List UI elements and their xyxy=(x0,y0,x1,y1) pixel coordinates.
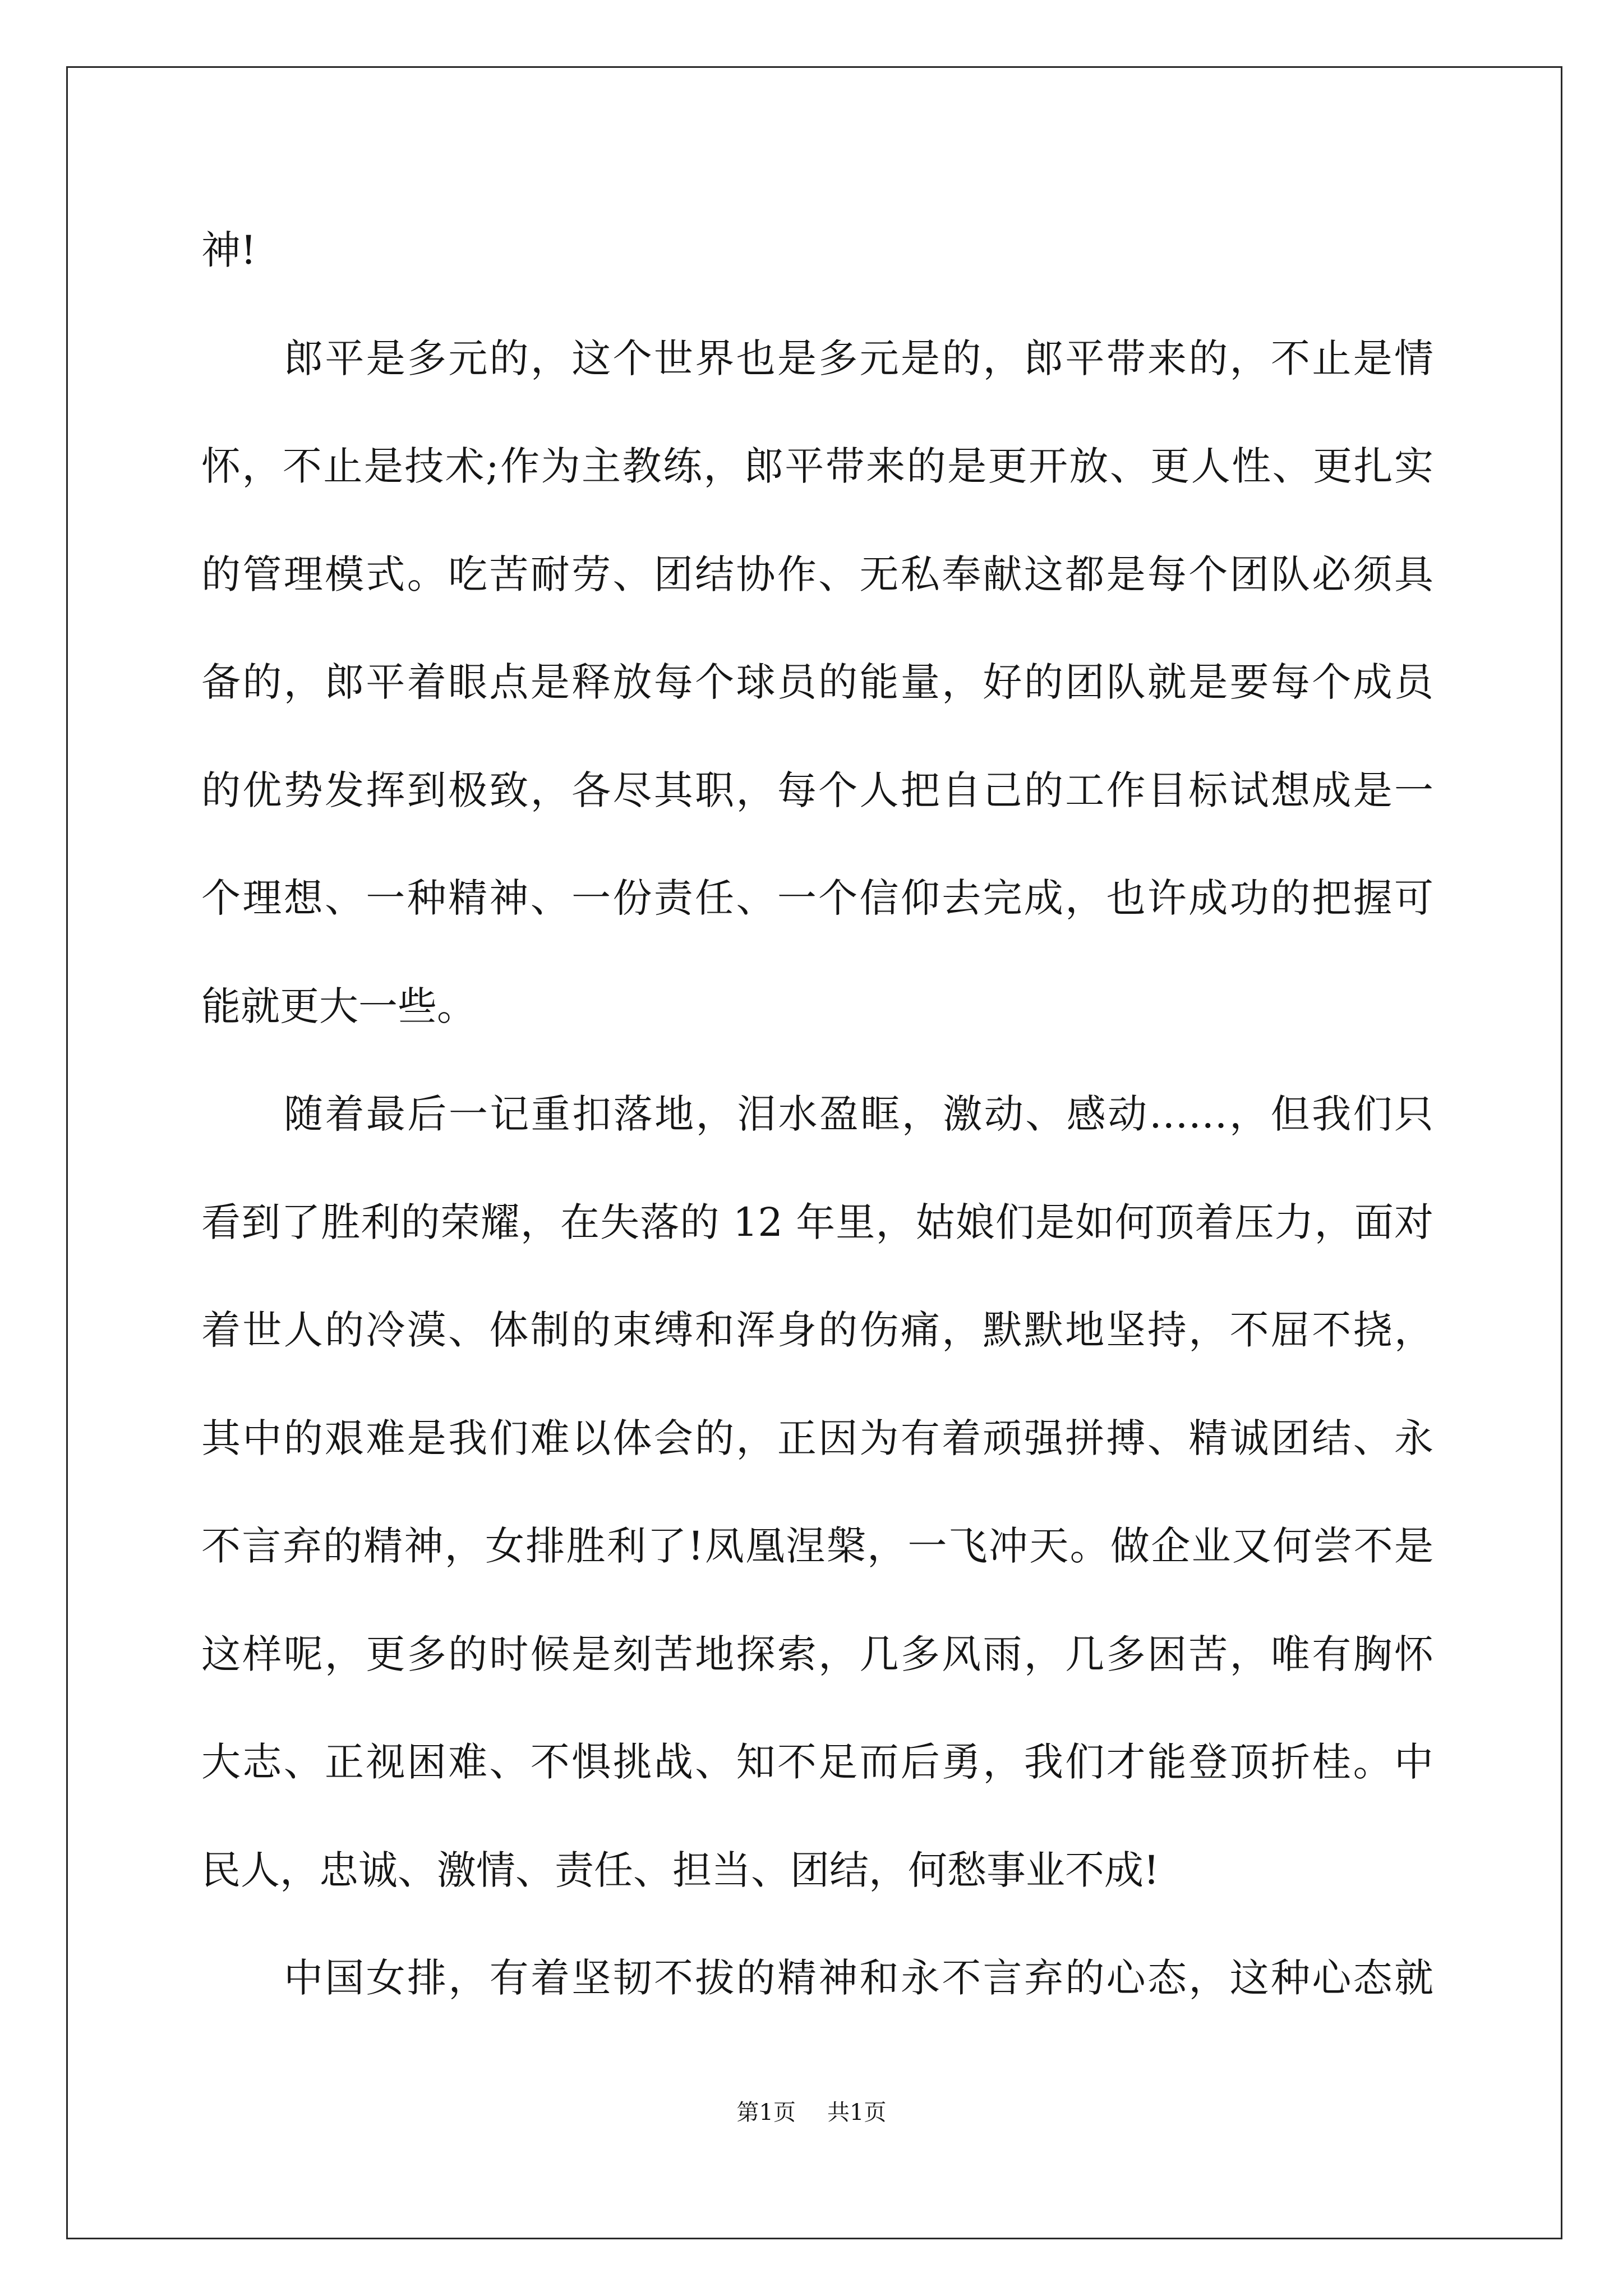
text-line: 中国女排，有着坚韧不拔的精神和永不言弃的心态，这种心态就 xyxy=(284,1955,1433,2001)
text-line: 民人，忠诚、激情、责任、担当、团结，何愁事业不成! xyxy=(201,1847,1160,1893)
text-line: 着世人的冷漠、体制的束缚和浑身的伤痛，默默地坚持，不屈不挠， xyxy=(201,1307,1433,1353)
page-footer xyxy=(0,2097,1623,2128)
text-line: 大志、正视困难、不惧挑战、知不足而后勇，我们才能登顶折桂。中 xyxy=(201,1739,1433,1785)
text-line: 其中的艰难是我们难以体会的，正因为有着顽强拼搏、精诚团结、永 xyxy=(201,1415,1433,1461)
text-line: 备的，郎平着眼点是释放每个球员的能量，好的团队就是要每个成员 xyxy=(201,659,1433,705)
text-line: 这样呢，更多的时候是刻苦地探索，几多风雨，几多困苦，唯有胸怀 xyxy=(201,1631,1433,1677)
text-line: 郎平是多元的，这个世界也是多元是的，郎平带来的，不止是情 xyxy=(284,335,1433,381)
text-line: 的优势发挥到极致，各尽其职，每个人把自己的工作目标试想成是一 xyxy=(201,767,1433,813)
text-line: 能就更大一些。 xyxy=(201,983,476,1029)
text-line: 个理想、一种精神、一份责任、一个信仰去完成，也许成功的把握可 xyxy=(201,875,1433,921)
paragraph xyxy=(201,1060,1433,1924)
page-total: 共1页 xyxy=(827,2100,887,2125)
text-line: 神! xyxy=(201,227,257,273)
text-line: 看到了胜利的荣耀，在失落的 12 年里，姑娘们是如何顶着压力，面对 xyxy=(201,1199,1433,1245)
paragraph xyxy=(201,196,1433,305)
document-body xyxy=(201,196,1433,2032)
text-line: 不言弃的精神，女排胜利了!凤凰涅槃，一飞冲天。做企业又何尝不是 xyxy=(201,1523,1433,1569)
page-number: 第1页 xyxy=(736,2100,796,2125)
paragraph xyxy=(201,1924,1433,2032)
paragraph xyxy=(201,305,1433,1061)
text-line: 随着最后一记重扣落地，泪水盈眶，激动、感动……，但我们只 xyxy=(284,1091,1433,1137)
text-line: 的管理模式。吃苦耐劳、团结协作、无私奉献这都是每个团队必须具 xyxy=(201,551,1433,597)
text-line: 怀，不止是技术;作为主教练，郎平带来的是更开放、更人性、更扎实 xyxy=(201,443,1433,489)
